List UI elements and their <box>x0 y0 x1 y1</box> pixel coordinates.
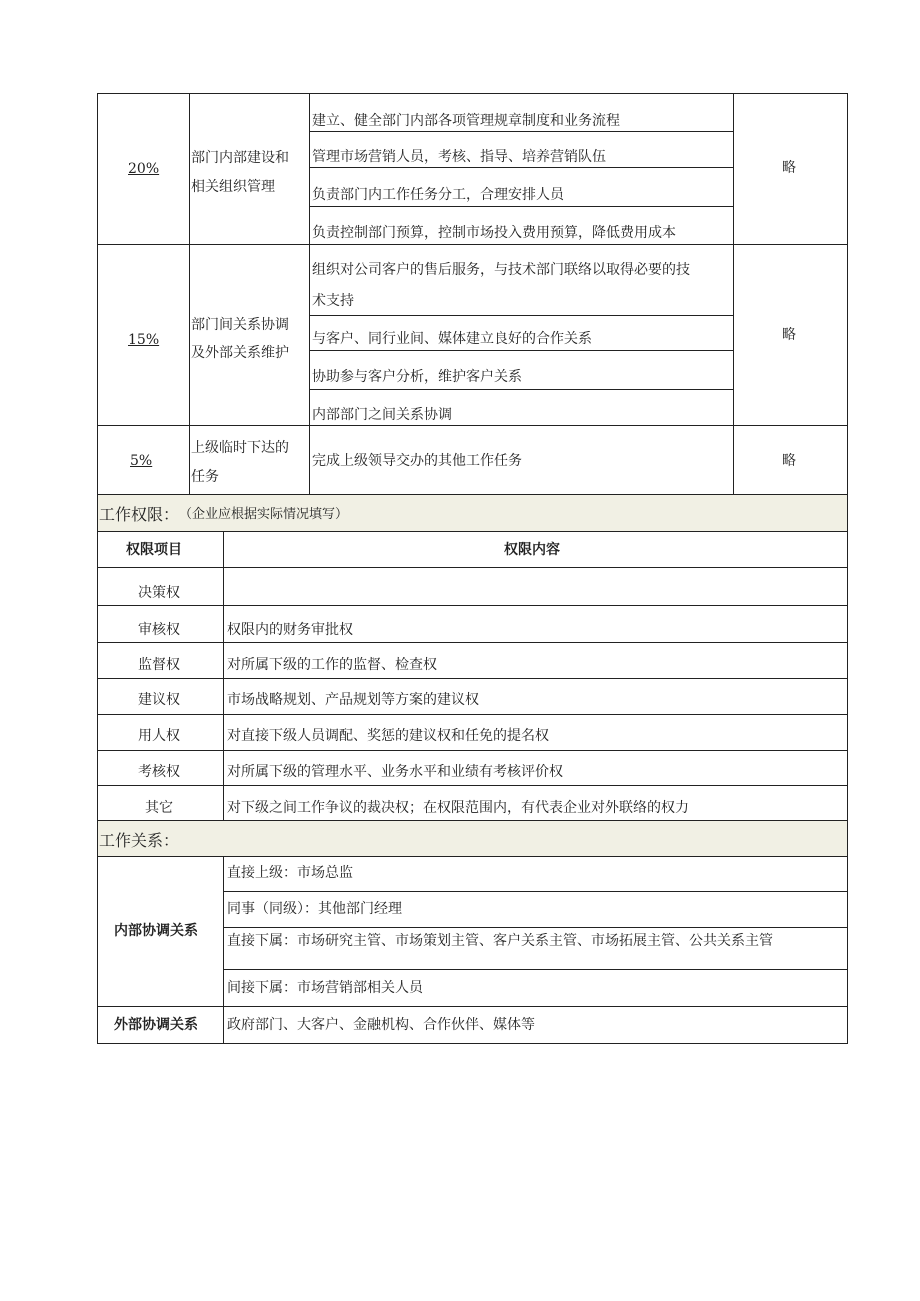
duty-task: 负责控制部门预算，控制市场投入费用预算，降低费用成本 <box>312 225 676 241</box>
authority-header-content: 权限内容 <box>504 542 560 558</box>
authority-item: 其它 <box>145 800 173 816</box>
duty-task: 内部部门之间关系协调 <box>312 407 452 423</box>
duty-category-line: 及外部关系维护 <box>191 345 289 361</box>
authority-item: 建议权 <box>138 692 180 708</box>
duty-standard: 略 <box>782 453 796 469</box>
duty-category-line: 任务 <box>191 469 219 485</box>
authority-header-item: 权限项目 <box>126 542 182 558</box>
internal-relation: 直接下属：市场研究主管、市场策划主管、客户关系主管、市场拓展主管、公共关系主管 <box>227 933 773 949</box>
authority-content: 对直接下级人员调配、奖惩的建议权和任免的提名权 <box>227 728 549 744</box>
internal-relations-label: 内部协调关系 <box>114 923 198 939</box>
duty-task: 术支持 <box>312 293 354 309</box>
duty-task: 协助参与客户分析，维护客户关系 <box>312 369 522 385</box>
duty-task: 完成上级领导交办的其他工作任务 <box>312 453 522 469</box>
authority-content: 对所属下级的工作的监督、检查权 <box>227 657 437 673</box>
duty-category-line: 部门间关系协调 <box>191 317 289 333</box>
duty-percent: 20% <box>128 161 160 177</box>
duty-percent: 15% <box>128 332 160 348</box>
authority-note: （企业应根据实际情况填写） <box>179 507 349 522</box>
duty-task: 组织对公司客户的售后服务，与技术部门联络以取得必要的技 <box>312 262 690 278</box>
authority-item: 审核权 <box>138 622 180 638</box>
internal-relation: 间接下属：市场营销部相关人员 <box>227 980 423 996</box>
internal-relation: 同事（同级）：其他部门经理 <box>227 901 402 917</box>
external-relation: 政府部门、大客户、金融机构、合作伙伴、媒体等 <box>227 1017 535 1033</box>
duty-task: 负责部门内工作任务分工，合理安排人员 <box>312 187 564 203</box>
authority-content: 市场战略规划、产品规划等方案的建议权 <box>227 692 479 708</box>
authority-item: 用人权 <box>138 728 180 744</box>
duty-category-line: 部门内部建设和 <box>191 150 289 166</box>
authority-content: 权限内的财务审批权 <box>227 622 353 638</box>
duty-category-line: 相关组织管理 <box>191 179 275 195</box>
duty-task: 建立、健全部门内部各项管理规章制度和业务流程 <box>312 113 620 129</box>
internal-relation: 直接上级：市场总监 <box>227 865 353 881</box>
authority-item: 监督权 <box>138 657 180 673</box>
duty-standard: 略 <box>782 327 796 343</box>
relations-title: 工作关系： <box>99 831 180 850</box>
duty-category-line: 上级临时下达的 <box>191 440 289 456</box>
external-relations-label: 外部协调关系 <box>114 1017 198 1033</box>
duty-task: 与客户、同行业间、媒体建立良好的合作关系 <box>312 331 592 347</box>
duty-task: 管理市场营销人员，考核、指导、培养营销队伍 <box>312 149 606 165</box>
duty-percent: 5% <box>130 453 153 469</box>
authority-content: 对下级之间工作争议的裁决权；在权限范围内，有代表企业对外联络的权力 <box>227 800 689 816</box>
authority-content: 对所属下级的管理水平、业务水平和业绩有考核评价权 <box>227 764 563 780</box>
authority-title: 工作权限： <box>99 505 180 524</box>
authority-item: 考核权 <box>138 764 180 780</box>
duty-standard: 略 <box>782 160 796 176</box>
authority-item: 决策权 <box>138 585 180 601</box>
